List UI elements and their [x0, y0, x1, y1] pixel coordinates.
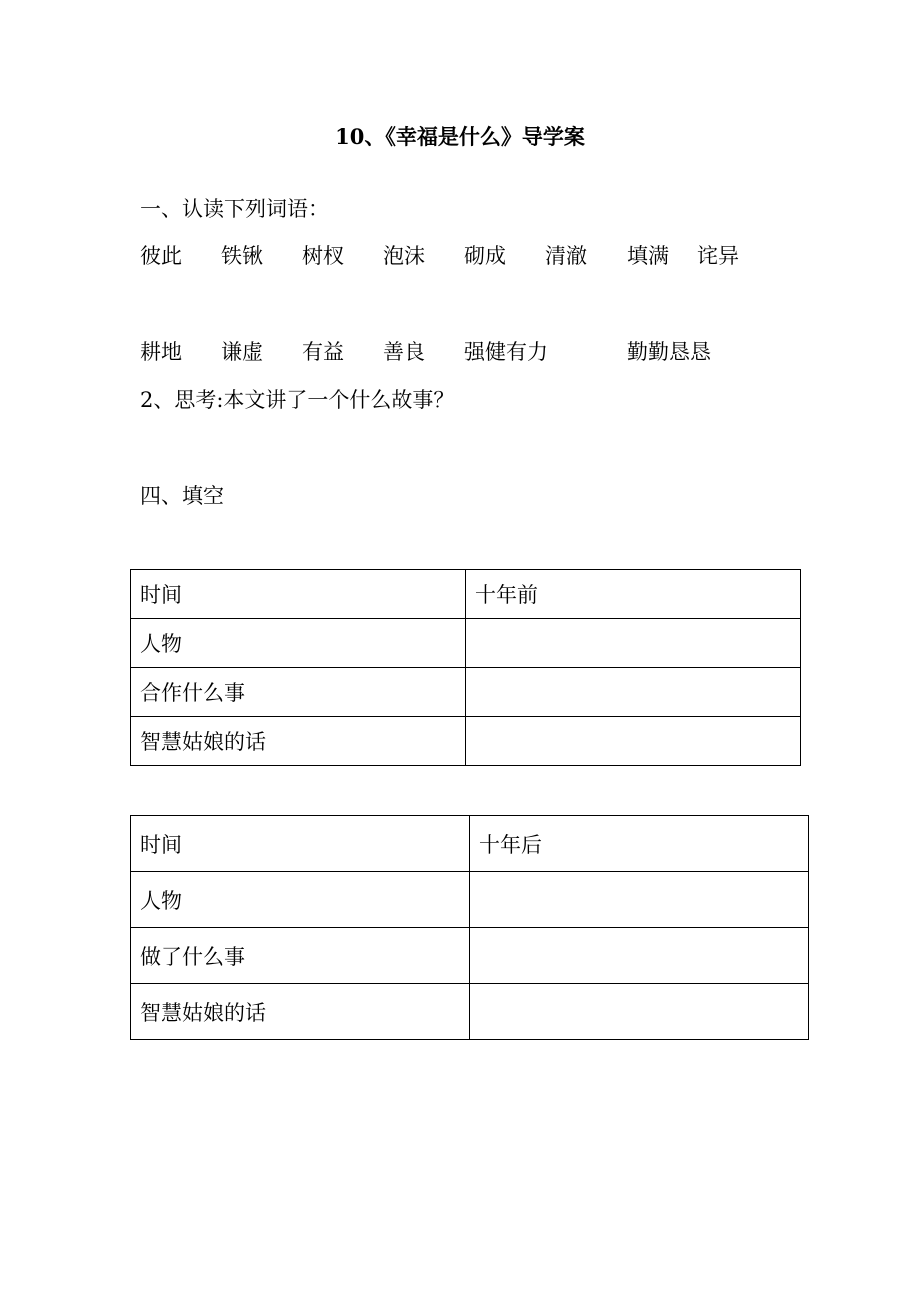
table-cell-label: 时间	[131, 816, 470, 872]
vocab-word: 清澈	[545, 244, 587, 268]
table-cell-label: 智慧姑娘的话	[131, 984, 470, 1040]
table-cell-value: 十年后	[470, 816, 809, 872]
table-row	[131, 717, 801, 766]
table-cell-blank	[470, 872, 809, 928]
table-cell-blank	[466, 668, 801, 717]
vocab-word: 填满	[627, 244, 669, 268]
vocab-word: 诧异	[697, 244, 739, 268]
vocab-word: 善良	[383, 340, 425, 364]
vocab-word: 有益	[302, 340, 344, 364]
table-row	[131, 619, 801, 668]
vocab-word: 谦虚	[221, 340, 263, 364]
table-cell-label: 做了什么事	[131, 928, 470, 984]
fill-table-ten-years-ago	[130, 569, 801, 766]
table-row	[131, 570, 801, 619]
question-story: 2、思考:本文讲了一个什么故事？	[140, 388, 455, 412]
table-row	[131, 872, 809, 928]
table-cell-label: 智慧姑娘的话	[131, 717, 466, 766]
table-cell-label: 人物	[131, 872, 470, 928]
vocab-word: 彼此	[140, 244, 182, 268]
table-row	[131, 816, 809, 872]
section-heading-fill-in: 四、填空	[140, 484, 224, 508]
vocab-word: 泡沫	[383, 244, 425, 268]
table-row	[131, 984, 809, 1040]
vocab-word: 强健有力	[464, 340, 548, 364]
table-row	[131, 668, 801, 717]
table-cell-blank	[470, 928, 809, 984]
vocab-word: 树杈	[302, 244, 344, 268]
vocab-word: 砌成	[464, 244, 506, 268]
section-heading-vocabulary: 一、认读下列词语：	[140, 197, 329, 221]
table-cell-label: 合作什么事	[131, 668, 466, 717]
vocab-word: 耕地	[140, 340, 182, 364]
vocab-word: 勤勤恳恳	[627, 340, 711, 364]
table-row	[131, 928, 809, 984]
table-cell-blank	[470, 984, 809, 1040]
table-cell-label: 时间	[131, 570, 466, 619]
table-cell-label: 人物	[131, 619, 466, 668]
page-title: 10、《幸福是什么》导学案	[335, 124, 585, 149]
table-cell-value: 十年前	[466, 570, 801, 619]
table-cell-blank	[466, 717, 801, 766]
fill-table-ten-years-later	[130, 815, 809, 1040]
vocab-word: 铁锹	[221, 244, 263, 268]
table-cell-blank	[466, 619, 801, 668]
